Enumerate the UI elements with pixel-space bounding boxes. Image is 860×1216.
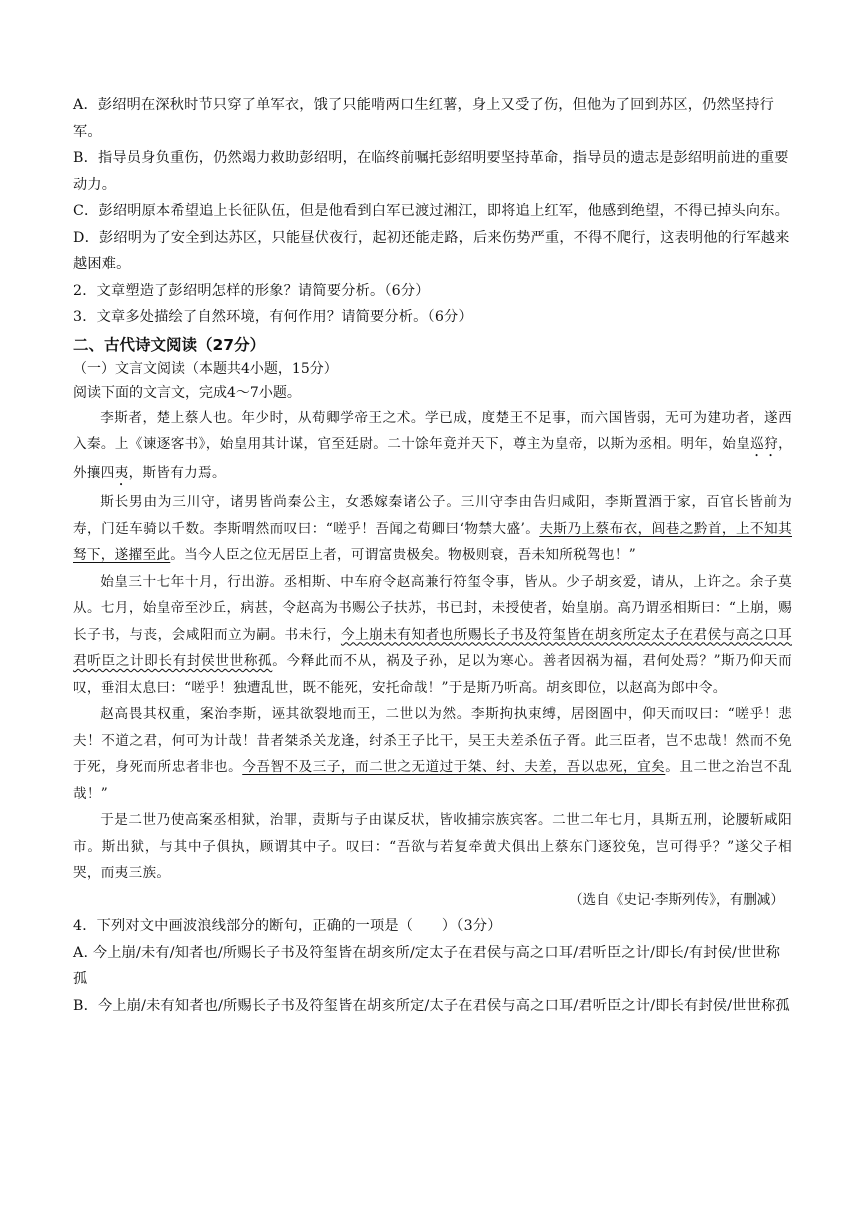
option-d-q1: D．彭绍明为了安全到达苏区，只能昼伏夜行，起初还能走路，后来伤势严重，不得不爬行，这表明他的行军越来越困难。 <box>73 229 790 272</box>
reading-instruction: 阅读下面的文言文，完成4～7小题。 <box>73 384 301 401</box>
question-4: 4．下列对文中画波浪线部分的断句，正确的一项是（ ）（3分） <box>73 918 502 934</box>
para3-text-a: 始皇三十七年十月，行出游。丞相斯、中车府令赵高兼行符玺令事，皆从。少子胡亥爱，请从，上许之。余子莫从。七月，始皇帝至沙丘，病甚，令赵高为书赐公子扶苏，书已封，未授使者，始皇崩。高乃谓丞相斯曰：“上崩，赐长子书，与丧，会咸阳而立为嗣。书未行， <box>73 573 792 643</box>
para3-wavy-sentence: 今上崩未有知者也所赐长子书及符玺皆在胡亥所定太子在君侯与高之口耳君听臣之计即长有封侯世世称孤 <box>73 626 792 669</box>
para1-text-e: ，斯皆有力焉。 <box>128 465 226 481</box>
option-b-q1: B．指导员身负重伤，仍然竭力救助彭绍明，在临终前嘱托彭绍明要坚持革命，指导员的遗志是彭绍明前进的重要动力。 <box>73 150 789 193</box>
passage-paragraph-4 <box>73 701 792 807</box>
question-2: 2．文章塑造了彭绍明怎样的形象？请简要分析。（6分） <box>73 282 430 299</box>
para4-underlined-sentence: 今吾智不及三子，而二世之无道过于桀、纣、夫差，吾以忠死，宜矣 <box>242 759 666 775</box>
option-c-q1: C．彭绍明原本希望追上长征队伍，但是他看到白军已渡过湘江，即将追上红军，他感到绝望，不得已掉头向东。 <box>73 203 790 219</box>
para1-text-a: 李斯者，楚上蔡人也。年少时，从荀卿学帝王之术。学已成，度楚王不足事，而六国皆弱，无可为建功者，遂西入秦。上《谏逐客书》，始皇用其计谋，官至廷尉。二十馀年竟并天下，尊主为皇帝，以斯为丞相。明年，始皇 <box>73 409 792 452</box>
passage-paragraph-3 <box>73 569 792 702</box>
passage-source: （选自《史记·李斯列传》，有删减） <box>568 891 784 908</box>
section-title: 二、古代诗文阅读（27分） <box>73 335 266 354</box>
para3-text-b: 。今释此而不从，祸及子孙，足以为寒心。善者因祸为福，君何处焉？”斯乃仰天而叹，垂泪太息曰：“嗟乎！独遭乱世，既不能死，安托命哉！”于是斯乃听高。胡亥即位，以赵高为郎中令。 <box>73 653 793 696</box>
option-a-q4: A. 今上崩/未有/知者也/所赐长子书及符玺皆在胡亥所/定太子在君侯与高之口耳/君听臣之计/即长/有封侯/世世称孤 <box>73 944 781 987</box>
para4-text-b: 。且二世之治岂不乱哉！” <box>73 759 793 802</box>
passage-paragraph-2 <box>73 489 792 569</box>
para1-text-c: ，外攘四 <box>73 436 792 481</box>
para2-text-a: 斯长男由为三川守，诸男皆尚秦公主，女悉嫁秦诸公子。三川守李由告归咸阳，李斯置酒于家，百官长皆前为寿，门廷车骑以千数。李斯喟然而叹曰：“嗟乎！吾闻之荀卿曰‘物禁大盛’。 <box>73 494 792 537</box>
para2-text-b: 。当今人臣之位无居臣上者，可谓富贵极矣。物极则衰，吾未知所税驾也！” <box>170 547 637 563</box>
para4-text-a: 赵高畏其权重，案治李斯，诬其欲裂地而王，二世以为然。李斯拘执束缚，居囹圄中，仰天而叹曰：“嗟乎！悲夫！不道之君，何可为计哉！昔者桀杀关龙逢，纣杀王子比干，吴王夫差杀伍子胥。此三臣者，岂不忠哉！然而不免于死，身死而所忠者非也。 <box>73 706 792 775</box>
para1-dotted-word-2: 夷 <box>114 465 129 481</box>
question-3: 3．文章多处描绘了自然环境，有何作用？请简要分析。（6分） <box>73 309 473 325</box>
subsection-title: （一）文言文阅读（本题共4小题，15分） <box>73 360 338 377</box>
option-a-q1: A．彭绍明在深秋时节只穿了单军衣，饿了只能啃两口生红薯，身上又受了伤，但他为了回到苏区，仍然坚持行军。 <box>73 97 775 140</box>
option-b-q4: B．今上崩/未有知者也/所赐长子书及符玺皆在胡亥所定/太子在君侯与高之口耳/君听臣之计/即长有封侯/世世称孤 <box>73 997 790 1014</box>
passage-paragraph-1 <box>73 405 792 490</box>
passage-paragraph-5: 于是二世乃使高案丞相狱，治罪，责斯与子由谋反状，皆收捕宗族宾客。二世二年七月，具斯五刑，论腰斩咸阳市。斯出狱，与其中子俱执，顾谓其中子。叹曰：“吾欲与若复牵黄犬俱出上蔡东门逐狡兔，岂可得乎？”遂父子相哭，而夷三族。 <box>73 812 792 881</box>
para2-underlined-sentence: 夫斯乃上蔡布衣，闾巷之黔首，上不知其驽下，遂擢至此 <box>73 520 792 563</box>
para1-dotted-word-1: 巡狩 <box>750 436 779 452</box>
